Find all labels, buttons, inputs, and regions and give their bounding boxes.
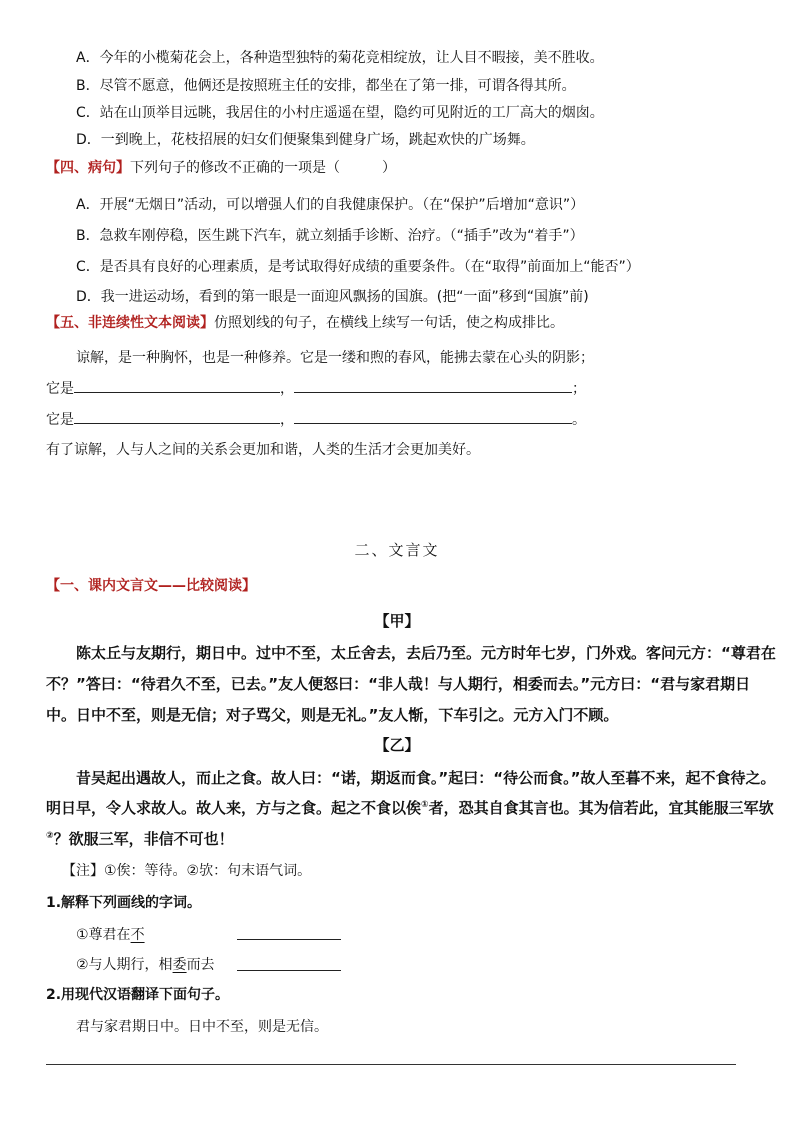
question-2-sentence: 君与家君期日中。日中不至，则是无信。 (76, 1019, 328, 1035)
question-1b-text: ②与人期行，相 (76, 957, 173, 973)
passage-yi-line-3 (46, 829, 234, 849)
q5-blank-1b[interactable] (294, 378, 572, 393)
question-1a-underlined: 不 (130, 927, 145, 943)
q3-option-b: B．尽管不愿意，他俩还是按照班主任的安排，都坐在了第一排，可谓各得其所。 (76, 78, 576, 94)
q4-prompt: 下列句子的修改不正确的一项是（ ） (130, 160, 396, 176)
q4-option-a: A．开展“无烟日”活动，可以增强人们的自我健康保护。（在“保护”后增加“意识”） (76, 197, 585, 213)
q5-answer-line-2 (46, 409, 586, 430)
passage-yi-line-2-a: 明日早，令人求故人。故人来，方与之食。起之不食以俟 (46, 799, 422, 817)
question-1: 1.解释下列画线的字词。 (46, 895, 202, 911)
q5-model-sentence: 谅解，是一种胸怀，也是一种修养。它是一缕和煦的春风，能拂去蒙在心头的阴影； (76, 350, 594, 366)
q5-ending: 有了谅解，人与人之间的关系会更加和谐，人类的生活才会更加美好。 (46, 442, 480, 458)
q5-heading (46, 313, 564, 333)
passage-yi-line-2 (46, 798, 774, 818)
passage-jia-line-1: 陈太丘与友期行，期日中。过中不至，太丘舍去，去后乃至。元方时年七岁，门外戏。客问元方：“尊君在 (76, 644, 776, 662)
q5-semicolon: ； (572, 381, 586, 397)
q3-option-d: D．一到晚上，花枝招展的妇女们便聚集到健身广场，跳起欢快的广场舞。 (76, 132, 535, 148)
question-1b-text-post: 而去 (186, 957, 215, 973)
q5-answer-line-1 (46, 378, 586, 399)
footnote-marker-1: ① (421, 800, 429, 810)
question-1b-answer-blank[interactable] (237, 956, 341, 971)
q5-comma: ， (280, 381, 294, 397)
passage-jia-line-2: 不？”答曰：“待君久不至，已去。”友人便怒曰：“非人哉！与人期行，相委而去。”元方曰：“君与家君期日 (46, 675, 751, 693)
passage-yi-title: 【乙】 (374, 736, 420, 754)
answer-line[interactable] (46, 1064, 736, 1065)
q5-comma: ， (280, 412, 294, 428)
q5-blank-2b[interactable] (294, 409, 572, 424)
part2-subheading: 【一、课内文言文——比较阅读】 (46, 578, 256, 594)
passage-yi-line-3-text: ？欲服三军，非信不可也！ (53, 830, 234, 848)
question-2: 2.用现代汉语翻译下面句子。 (46, 987, 230, 1003)
passage-yi-line-1: 昔吴起出遇故人，而止之食。故人曰：“诺，期返而食。”起曰：“待公而食。”故人至暮不来，起不食待之。 (76, 769, 776, 787)
q4-option-d: D．我一进运动场，看到的第一眼是一面迎风飘扬的国旗。(把“一面”移到“国旗”前) (76, 289, 589, 305)
q3-option-c: C．站在山顶举目远眺，我居住的小村庄遥遥在望，隐约可见附近的工厂高大的烟囱。 (76, 105, 604, 121)
q5-blank-1a[interactable] (74, 378, 280, 393)
q5-it-is-label: 它是 (46, 412, 74, 428)
question-1a (76, 925, 145, 945)
q5-prompt: 仿照划线的句子，在横线上续写一句话，使之构成排比。 (214, 315, 564, 331)
q5-period: 。 (572, 412, 586, 428)
passage-yi-line-2-b: 者，恐其自食其言也。其为信若此，宜其能服三军欤 (428, 799, 774, 817)
question-1a-answer-blank[interactable] (237, 925, 341, 940)
q4-option-c: C．是否具有良好的心理素质，是考试取得好成绩的重要条件。（在“取得”前面加上“能否”） (76, 259, 640, 275)
q5-it-is-label: 它是 (46, 381, 74, 397)
passage-jia-line-3: 中。日中不至，则是无信；对子骂父，则是无礼。”友人惭，下车引之。元方入门不顾。 (46, 706, 619, 724)
q4-heading (46, 158, 396, 178)
q4-tag: 【四、病句】 (46, 160, 130, 176)
question-1b-underlined: 委 (172, 957, 187, 973)
passage-jia-title: 【甲】 (374, 612, 420, 630)
q5-tag: 【五、非连续性文本阅读】 (46, 315, 214, 331)
question-1b (76, 955, 215, 975)
question-1a-text: ①尊君在 (76, 927, 131, 943)
part2-title: 二、文言文 (354, 541, 440, 559)
q4-option-b: B．急救车刚停稳，医生跳下汽车，就立刻插手诊断、治疗。（“插手”改为“着手”） (76, 228, 584, 244)
footnote-marker-2: ② (46, 831, 54, 841)
footnote: 【注】①俟：等待。②欤：句末语气词。 (62, 863, 312, 879)
q5-blank-2a[interactable] (74, 409, 280, 424)
q3-option-a: A．今年的小榄菊花会上，各种造型独特的菊花竞相绽放，让人目不暇接，美不胜收。 (76, 50, 604, 66)
